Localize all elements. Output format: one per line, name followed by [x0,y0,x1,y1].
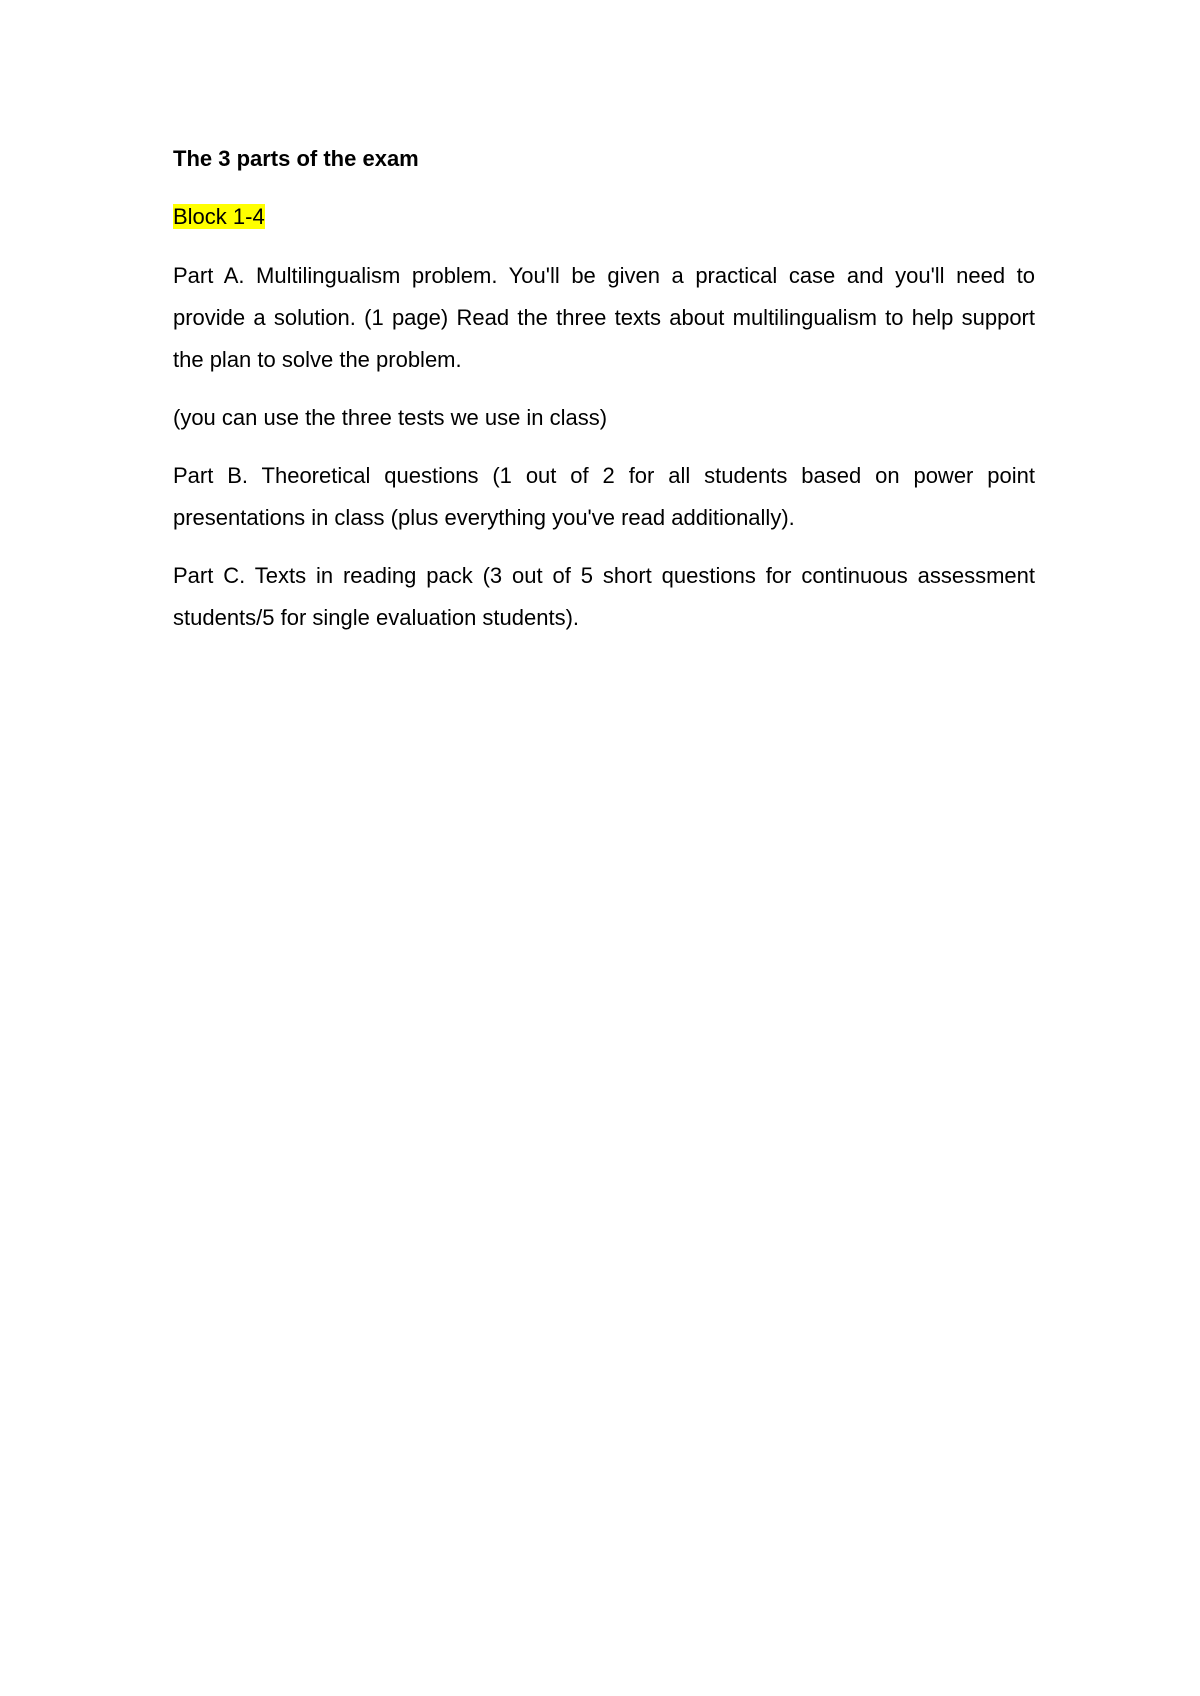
paragraph-class-tests-note: (you can use the three tests we use in class) [173,405,608,430]
document-body [173,141,1035,655]
paragraph-part-c: Part C. Texts in reading pack (3 out of 5 short questions for continuous assessment students/5 for single evaluation students). [173,563,1035,630]
paragraph-part-b: Part B. Theoretical questions (1 out of 2 for all students based on power point presentations in class (plus everything you've read additionally). [173,463,1035,530]
block-label-line [173,199,1035,235]
document-title: The 3 parts of the exam [173,146,419,171]
highlighted-block-label: Block 1-4 [173,204,265,229]
paragraph-part-a: Part A. Multilingualism problem. You'll be given a practical case and you'll need to provide a solution. (1 page) Read the three texts about multilingualism to help support the plan to solve the problem. [173,263,1035,372]
